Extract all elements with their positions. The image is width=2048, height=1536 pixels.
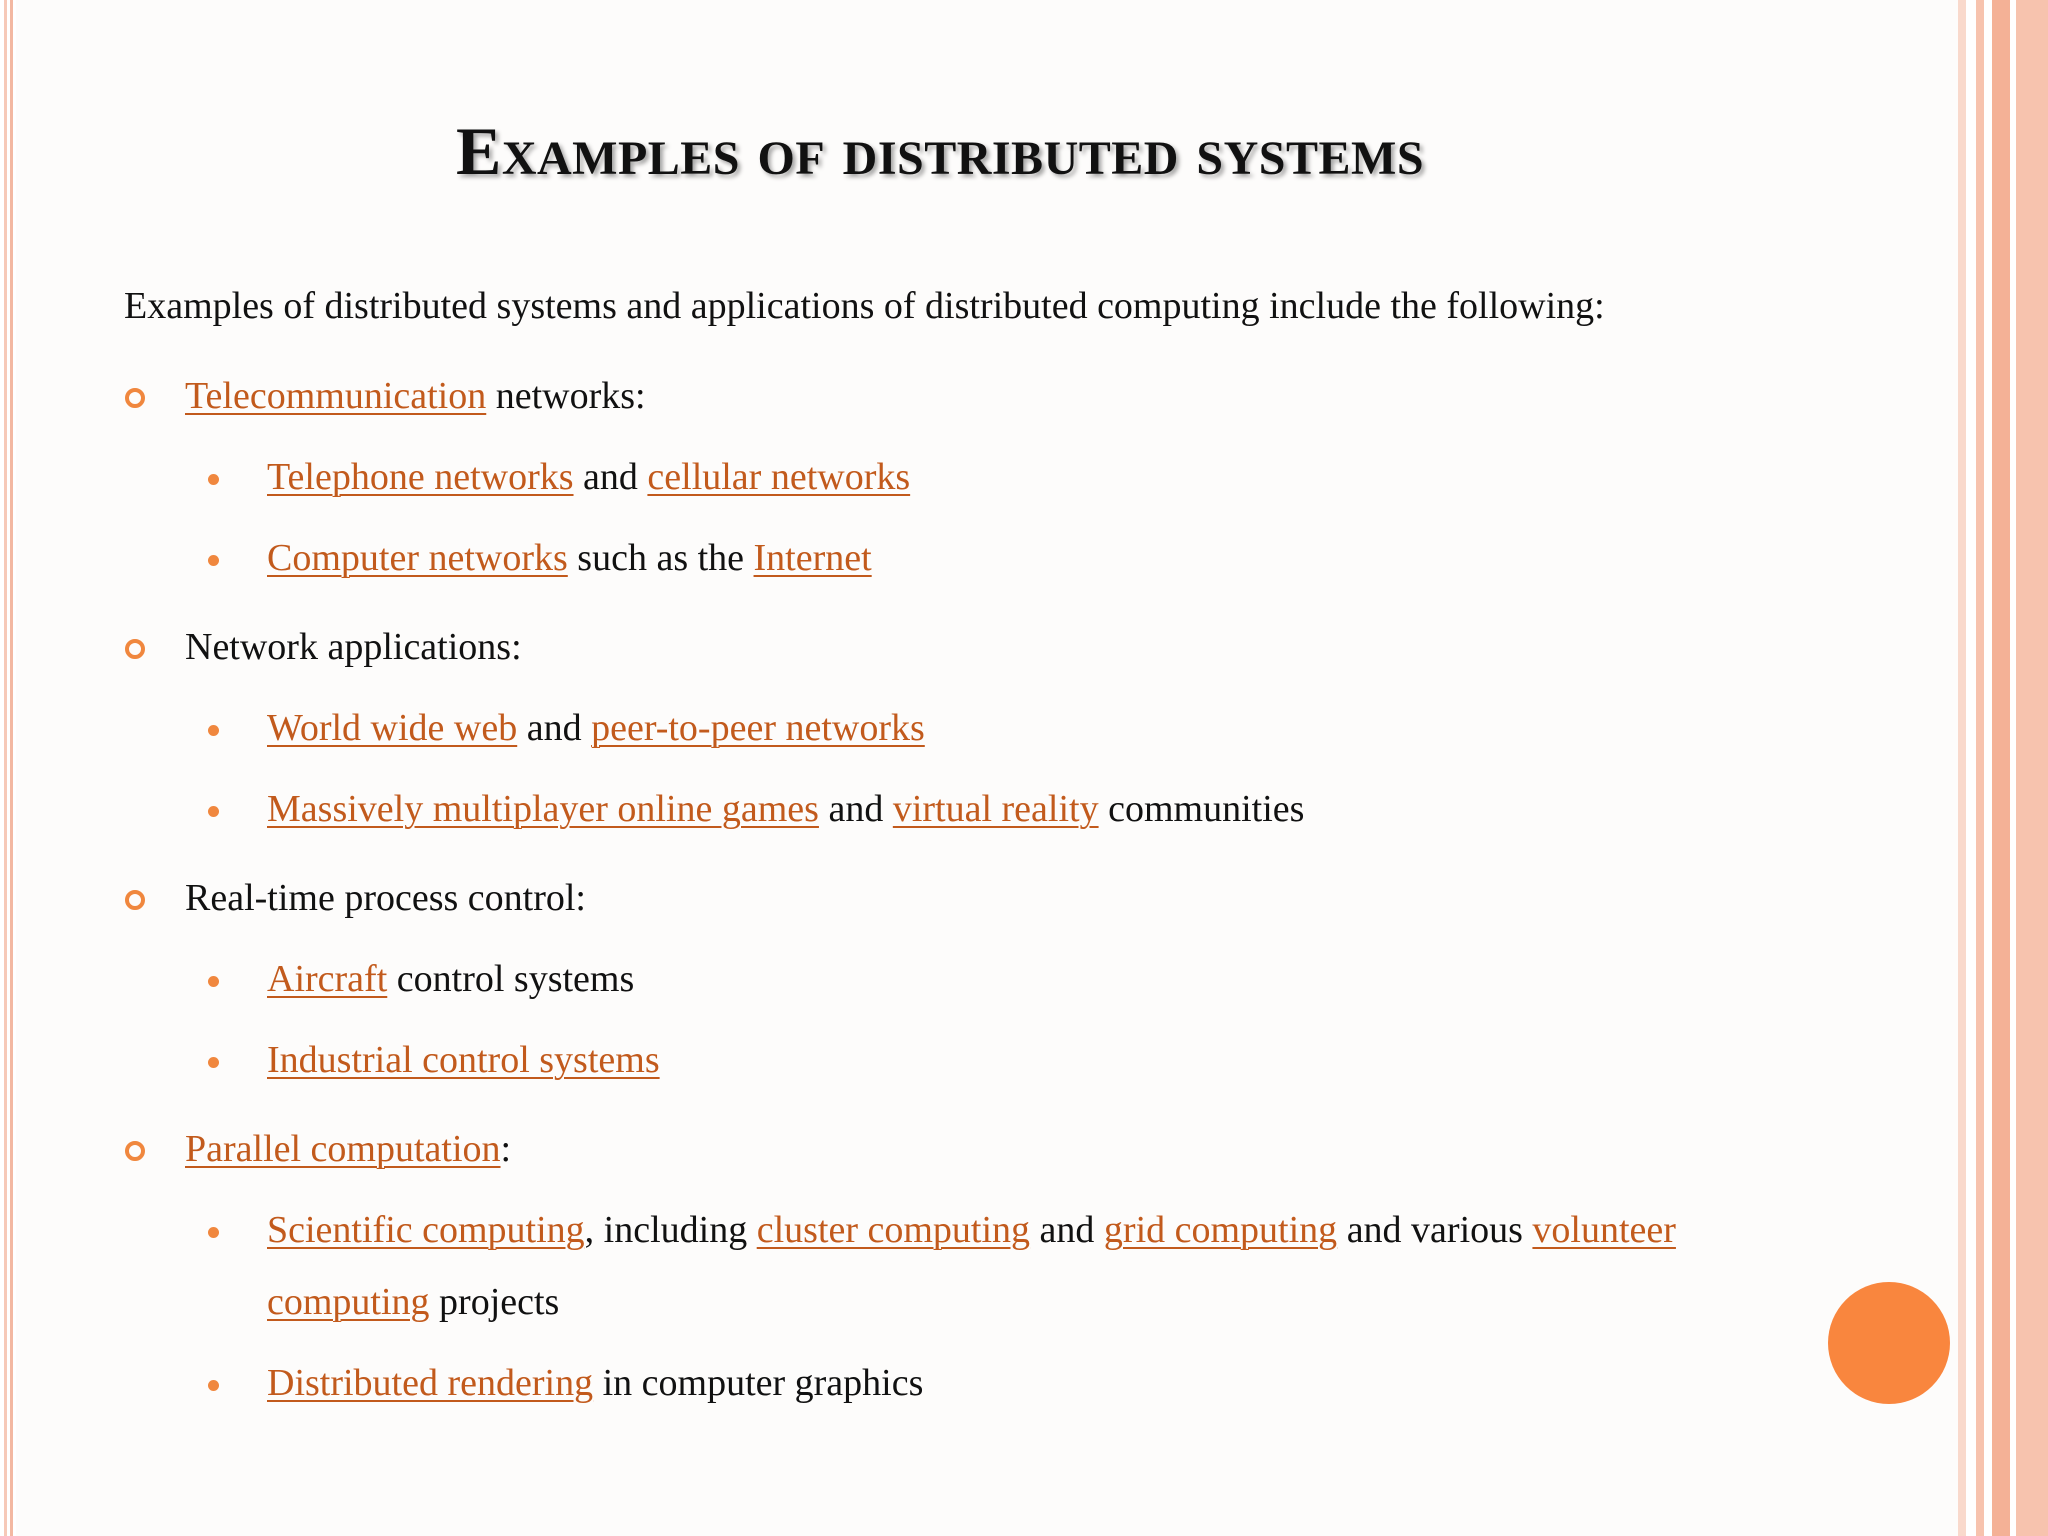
parallel-computation-link[interactable]: Parallel computation bbox=[185, 1128, 501, 1170]
internet-link[interactable]: Internet bbox=[753, 537, 872, 579]
list-item: Distributed rendering in computer graphics bbox=[267, 1362, 924, 1404]
intro-text: Examples of distributed systems and applications of distributed computing include the following: bbox=[124, 285, 1605, 327]
dot-bullet-icon bbox=[208, 1380, 219, 1391]
ring-bullet-icon bbox=[125, 388, 145, 408]
slide-title: Examples of distributed systems bbox=[455, 113, 1425, 189]
dot-bullet-icon bbox=[208, 806, 219, 817]
cellular-networks-link[interactable]: cellular networks bbox=[647, 456, 911, 498]
virtual-reality-link[interactable]: virtual reality bbox=[892, 788, 1099, 830]
section-telecommunication: Telecommunication networks: bbox=[185, 375, 646, 417]
dot-bullet-icon bbox=[208, 976, 219, 987]
section-real-time-process-control: Real-time process control: bbox=[185, 877, 586, 919]
mmo-games-link[interactable]: Massively multiplayer online games bbox=[267, 788, 819, 830]
list-item: Massively multiplayer online games and virtual reality communities bbox=[267, 788, 1305, 830]
orange-circle-decoration bbox=[1828, 1282, 1950, 1404]
grid-computing-link[interactable]: grid computing bbox=[1103, 1209, 1338, 1251]
right-decorative-band bbox=[1958, 0, 2048, 1536]
peer-to-peer-networks-link[interactable]: peer-to-peer networks bbox=[591, 707, 925, 749]
list-item: Scientific computing, including cluster computing and grid computing and various volunteer bbox=[267, 1209, 1676, 1251]
list-item: World wide web and peer-to-peer networks bbox=[267, 707, 925, 749]
section-parallel-computation: Parallel computation: bbox=[185, 1128, 512, 1170]
list-item bbox=[267, 1038, 660, 1082]
aircraft-link[interactable]: Aircraft bbox=[267, 958, 388, 1000]
volunteer-computing-link[interactable]: volunteer bbox=[1532, 1209, 1676, 1251]
dot-bullet-icon bbox=[208, 1057, 219, 1068]
dot-bullet-icon bbox=[208, 725, 219, 736]
section-network-applications: Network applications: bbox=[185, 626, 522, 668]
dot-bullet-icon bbox=[208, 555, 219, 566]
left-border-stripe bbox=[0, 0, 16, 1536]
ring-bullet-icon bbox=[125, 1141, 145, 1161]
volunteer-computing-link-continued[interactable]: computing bbox=[267, 1281, 430, 1323]
list-item: Aircraft control systems bbox=[267, 958, 635, 1000]
telecommunication-link[interactable]: Telecommunication bbox=[185, 375, 487, 417]
list-item-continuation: computing projects bbox=[267, 1281, 560, 1323]
dot-bullet-icon bbox=[208, 474, 219, 485]
computer-networks-link[interactable]: Computer networks bbox=[267, 537, 568, 579]
telephone-networks-link[interactable]: Telephone networks bbox=[267, 456, 574, 498]
list-item: Telephone networks and cellular networks bbox=[267, 456, 911, 498]
scientific-computing-link[interactable]: Scientific computing bbox=[267, 1209, 585, 1251]
ring-bullet-icon bbox=[125, 890, 145, 910]
distributed-rendering-link[interactable]: Distributed rendering bbox=[267, 1362, 594, 1404]
world-wide-web-link[interactable]: World wide web bbox=[267, 707, 518, 749]
dot-bullet-icon bbox=[208, 1227, 219, 1238]
ring-bullet-icon bbox=[125, 639, 145, 659]
cluster-computing-link[interactable]: cluster computing bbox=[756, 1209, 1031, 1251]
list-item: Computer networks such as the Internet bbox=[267, 537, 872, 579]
industrial-control-systems-link[interactable]: Industrial control systems bbox=[267, 1039, 660, 1081]
